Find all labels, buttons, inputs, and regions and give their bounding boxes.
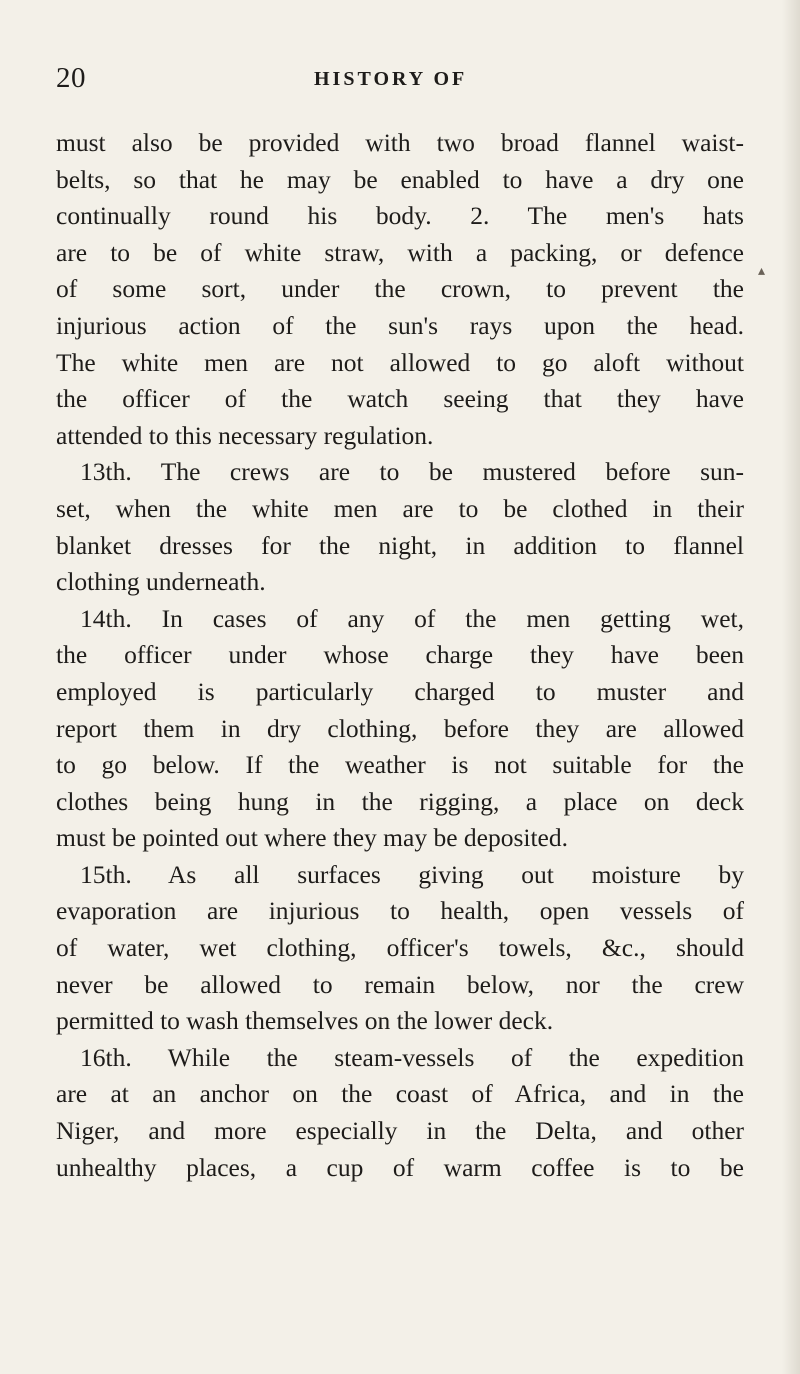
text-line: employed is particularly charged to muster and (56, 676, 744, 706)
text-line: to go below. If the weather is not suitable for the (56, 750, 744, 780)
running-title: HISTORY OF (314, 68, 468, 90)
text-line: blanket dresses for the night, in addition to flannel (56, 530, 744, 560)
text-line: attended to this necessary regulation. (56, 420, 434, 450)
text-line: continually round his body. 2. The men's hats (56, 201, 744, 231)
text-line: 15th. As all surfaces giving out moisture by (80, 859, 744, 889)
text-line: evaporation are injurious to health, open vessels of (56, 896, 744, 926)
text-line: belts, so that he may be enabled to have a dry one (56, 164, 744, 194)
text-line: report them in dry clothing, before they are allowed (56, 713, 744, 743)
text-line: permitted to wash themselves on the lower deck. (56, 1006, 554, 1036)
text-line: injurious action of the sun's rays upon the head. (56, 310, 744, 340)
margin-mark: ▴ (758, 264, 766, 279)
text-line: never be allowed to remain below, nor the crew (56, 969, 744, 999)
text-line: of some sort, under the crown, to prevent the (56, 274, 744, 304)
text-line: clothing underneath. (56, 567, 266, 597)
page-edge-shadow (782, 0, 800, 1374)
text-line: 13th. The crews are to be mustered before sun- (80, 457, 744, 487)
text-line: are at an anchor on the coast of Africa, and in the (56, 1079, 744, 1109)
text-line: of water, wet clothing, officer's towels, &c., should (56, 933, 744, 963)
running-head (56, 62, 716, 102)
text-line: must also be provided with two broad flannel waist- (56, 128, 744, 157)
text-line: the officer under whose charge they have been (56, 640, 744, 670)
text-line: are to be of white straw, with a packing, or defence (56, 237, 744, 267)
text-line: Niger, and more especially in the Delta, and other (56, 1116, 744, 1146)
text-line: must be pointed out where they may be deposited. (56, 823, 569, 853)
text-line: clothes being hung in the rigging, a place on deck (56, 786, 744, 816)
text-line: unhealthy places, a cup of warm coffee is to be (56, 1152, 744, 1182)
text-line: the officer of the watch seeing that they have (56, 384, 744, 414)
text-line: 14th. In cases of any of the men getting wet, (80, 603, 744, 633)
text-line: 16th. While the steam-vessels of the expedition (80, 1042, 744, 1072)
text-line: set, when the white men are to be clothed in their (56, 493, 744, 523)
page-number: 20 (56, 62, 86, 94)
body-text (56, 125, 744, 1186)
text-line: The white men are not allowed to go aloft without (56, 347, 744, 377)
